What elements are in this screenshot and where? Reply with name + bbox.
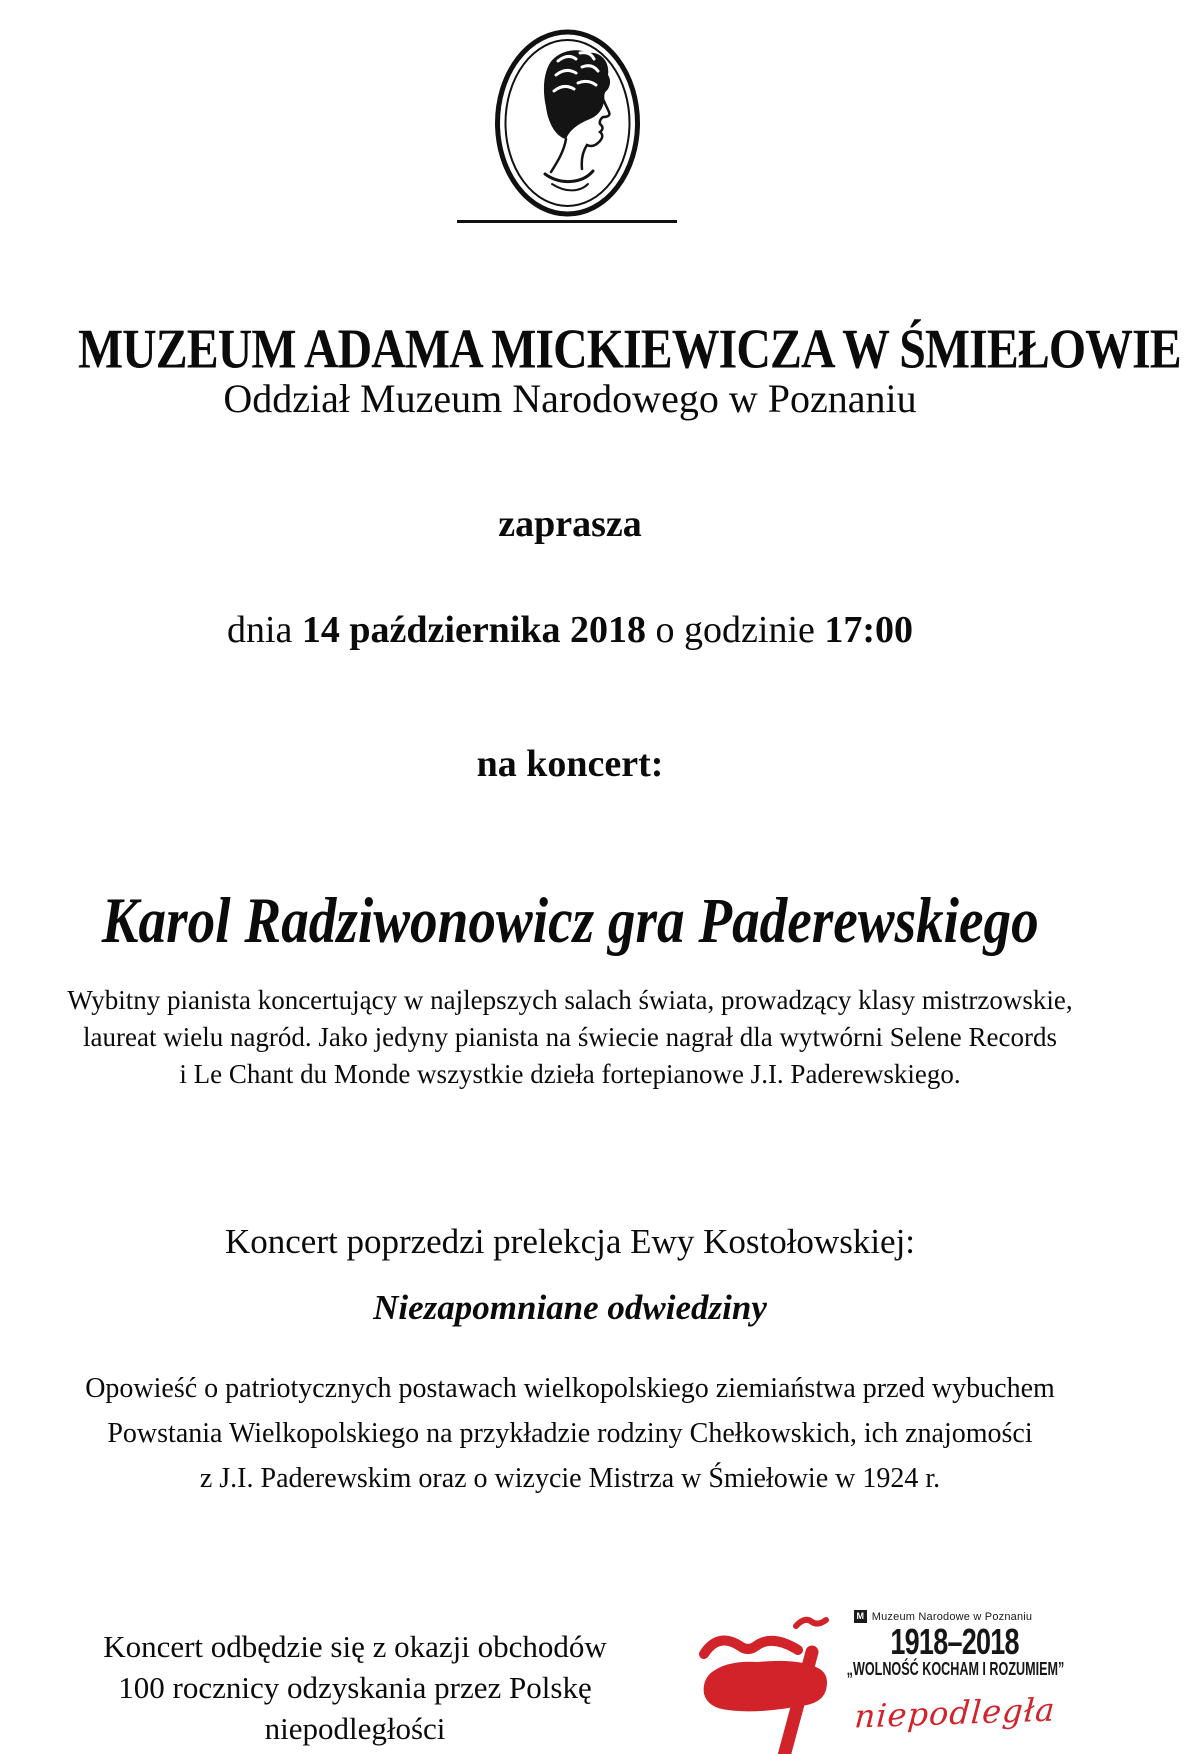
page-title [30,318,1181,381]
description-line: i Le Chant du Monde wszystkie dzieła fortepianowe J.I. Paderewskiego. [179,1059,961,1089]
occasion-line: 100 rocznicy odzyskania przez Polskę [118,1670,592,1705]
description-line: Opowieść o patriotycznych postawach wielkopolskiego ziemiaństwa przed wybuchem [85,1373,1055,1404]
concert-title-text: Karol Radziwonowicz gra Paderewskiego [101,884,1039,957]
description-line: Powstania Wielkopolskiego na przykładzie rodziny Chełkowskich, ich znajomości [107,1418,1033,1449]
concert-label: na koncert: [476,743,664,785]
centenary-years: 1918–2018 [890,1621,1020,1662]
centenary-logo [830,1610,1080,1736]
centenary-motto: „WOLNOŚĆ KOCHAM I ROZUMIEM” [846,1659,1064,1679]
description-line: Wybitny pianista koncertujący w najlepszych salach świata, prowadzący klasy mistrzowskie, [67,985,1073,1015]
lecture-description [30,1366,1110,1501]
mnp-logo-label: Muzeum Narodowe w Poznaniu [871,1610,1033,1623]
mickiewicz-cameo-portrait-icon [492,27,643,223]
concert-title [30,884,1110,957]
description-line: z J.I. Paderewskim oraz o wizycie Mistrza w Śmiełowie w 1924 r. [199,1463,941,1494]
museum-title-text: MUZEUM ADAMA MICKIEWICZA W ŚMIEŁOWIE [77,318,1181,381]
event-date: 14 października 2018 [301,609,647,651]
niepodlegla-flag-icon [688,1606,840,1754]
time-prefix: o godzinie [655,609,815,651]
event-date-line [30,609,1110,651]
lecture-intro: Koncert poprzedzi prelekcja Ewy Kostołowskiej: [224,1222,916,1261]
museum-subtitle: Oddział Muzeum Narodowego w Poznaniu [223,376,917,421]
invites-label: zaprasza [498,503,642,545]
lecture-title: Niezapomniane odwiedziny [373,1288,767,1327]
occasion-line: Koncert odbędzie się z okazji obchodów [103,1629,607,1664]
occasion-line: niepodległości [264,1711,446,1746]
date-prefix: dnia [226,609,293,651]
mnp-logo-icon: M [854,1610,867,1623]
niepodlegla-signature: niepodległa [853,1690,1057,1736]
occasion-note [60,1626,650,1749]
description-line: laureat wielu nagród. Jako jedyny pianista na świecie nagrał dla wytwórni Selene Records [83,1022,1057,1052]
event-time: 17:00 [824,609,914,651]
pianist-description [30,982,1110,1093]
